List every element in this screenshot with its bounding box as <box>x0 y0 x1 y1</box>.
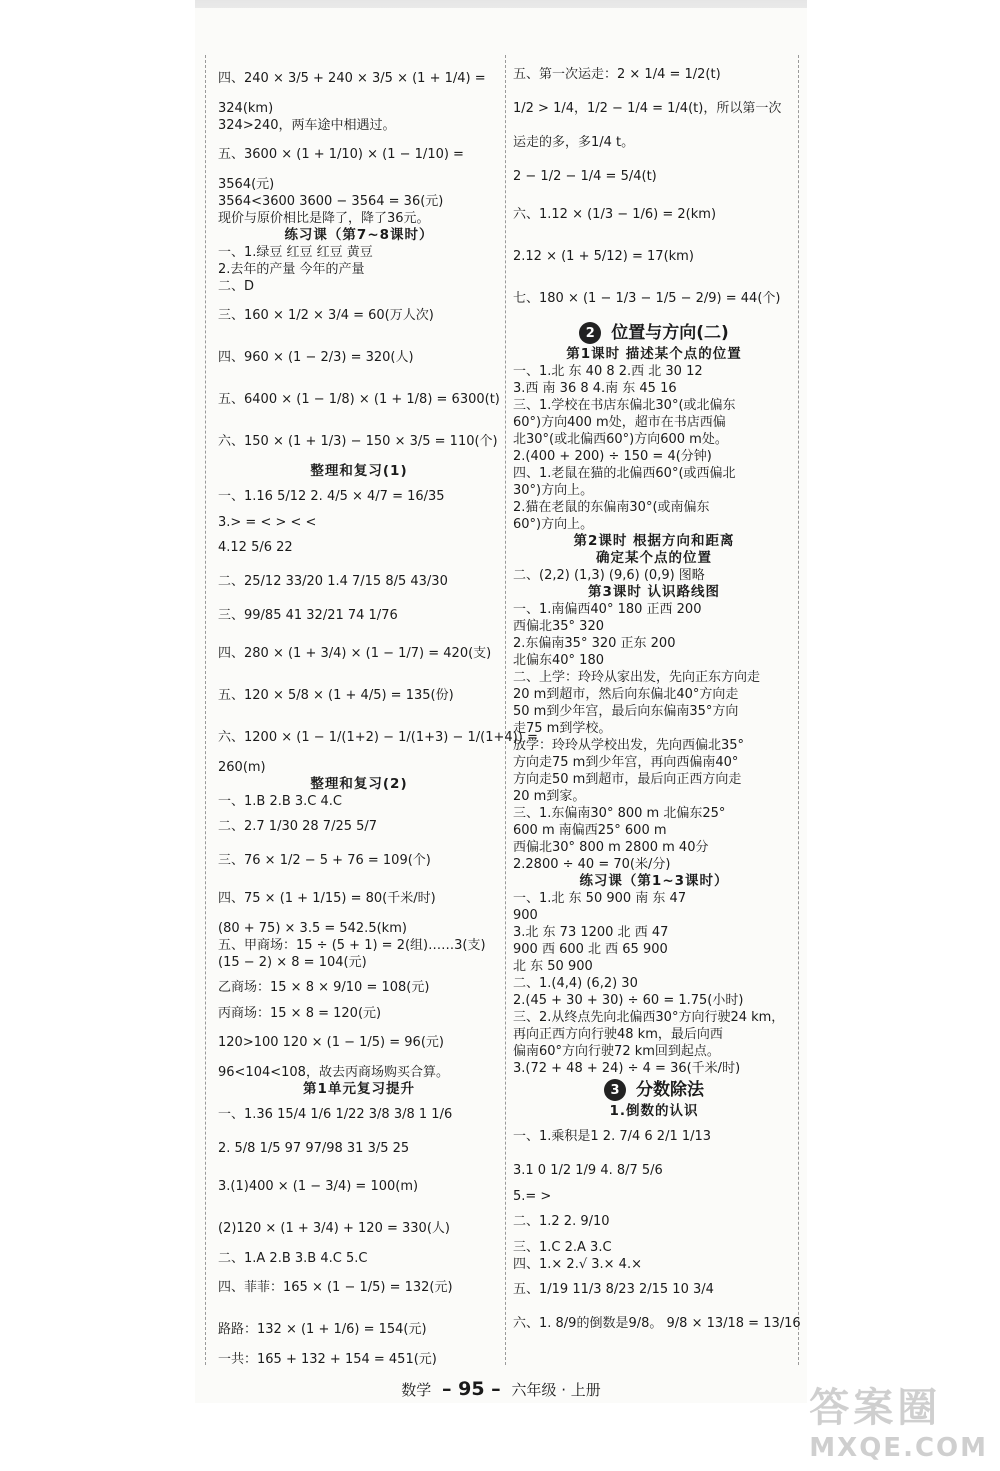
answer-line: 偏南60°方向行驶72 km回到起点。 <box>513 1044 720 1059</box>
answer-line: 3.西 南 36 8 4.南 东 45 16 <box>513 381 677 396</box>
answer-line: 三、2.从终点先向北偏西30°方向行驶24 km， <box>513 1010 785 1025</box>
answer-line: 五、甲商场：15 ÷ (5 + 1) = 2(组)……3(支) <box>218 938 486 953</box>
answer-line: 二、1.2 2. 9/10 <box>513 1214 610 1229</box>
answer-line: 二、1.(4,4) (6,2) 30 <box>513 976 638 991</box>
section-title-text: 分数除法 <box>636 1079 704 1100</box>
answer-line: 现价与原价相比是降了，降了36元。 <box>218 211 430 226</box>
answer-line: 三、1.学校在书店东偏北30°(或北偏东 <box>513 398 736 413</box>
answer-line: (80 + 75) × 3.5 = 542.5(km) <box>218 921 407 936</box>
answer-line: 324>240，两车途中相遇过。 <box>218 118 396 133</box>
left-margin-line <box>205 55 206 1365</box>
watermark-url: MXQE.COM <box>809 1433 988 1463</box>
answer-line: 2.12 × (1 + 5/12) = 17(km) <box>513 249 694 264</box>
answer-line: 3564<3600 3600 − 3564 = 36(元) <box>218 194 444 209</box>
lesson-heading: 整理和复习(2) <box>310 776 408 792</box>
answer-line: 3.(72 + 48 + 24) ÷ 4 = 36(千米/时) <box>513 1061 741 1076</box>
answer-line: 3.北 东 73 1200 北 西 47 <box>513 925 669 940</box>
answer-line: 一、1.南偏西40° 180 正西 200 <box>513 602 702 617</box>
answer-line: 2.(45 + 30 + 30) ÷ 60 = 1.75(小时) <box>513 993 744 1008</box>
answer-line: 三、1.C 2.A 3.C <box>513 1240 612 1255</box>
page-number: – 95 – <box>442 1378 501 1400</box>
answer-line: 六、1. 8/9的倒数是9/8。 9/8 × 13/18 = 13/16 <box>513 1316 801 1331</box>
lesson-heading: 确定某个点的位置 <box>596 550 712 566</box>
answer-line: 三、160 × 1/2 × 3/4 = 60(万人次) <box>218 308 434 323</box>
answer-line: 四、菲菲：165 × (1 − 1/5) = 132(元) <box>218 1280 453 1295</box>
answer-line: 一、1.16 5/12 2. 4/5 × 4/7 = 16/35 <box>218 489 445 504</box>
section-title <box>513 322 795 344</box>
lesson-heading: 整理和复习(1) <box>310 463 408 479</box>
answer-line: 600 m 南偏西25° 600 m <box>513 823 667 838</box>
answer-line: 2.东偏南35° 320 正东 200 <box>513 636 676 651</box>
answer-line: 六、150 × (1 + 1/3) − 150 × 3/5 = 110(个) <box>218 434 498 449</box>
answer-line: 一共：165 + 132 + 154 = 451(元) <box>218 1352 437 1367</box>
answer-line: 4.12 5/6 22 <box>218 540 293 555</box>
watermark-logo <box>809 1376 988 1463</box>
answer-line: 四、75 × (1 + 1/15) = 80(千米/时) <box>218 891 436 906</box>
lesson-heading: 练习课（第7~8课时） <box>284 227 434 243</box>
watermark-title: 答案圈 <box>809 1385 942 1431</box>
answer-line: 二、25/12 33/20 1.4 7/15 8/5 43/30 <box>218 574 448 589</box>
answer-line: 四、1.× 2.√ 3.× 4.× <box>513 1257 642 1272</box>
answer-line: 三、99/85 41 32/21 74 1/76 <box>218 608 398 623</box>
answer-line: 二、2.7 1/30 28 7/25 5/7 <box>218 819 378 834</box>
answer-line: 2.2800 ÷ 40 = 70(米/分) <box>513 857 671 872</box>
answer-line: 20 m到超市，然后向东偏北40°方向走 <box>513 687 739 702</box>
answer-line: 五、第一次运走：2 × 1/4 = 1/2(t) <box>513 67 721 82</box>
answer-line: 30°)方向上。 <box>513 483 594 498</box>
answer-line: 四、280 × (1 + 3/4) × (1 − 1/7) = 420(支) <box>218 646 492 661</box>
answer-line: 一、1.北 东 40 8 2.西 北 30 12 <box>513 364 703 379</box>
answer-line: 120>100 120 × (1 − 1/5) = 96(元) <box>218 1035 444 1050</box>
answer-line: 20 m到家。 <box>513 789 586 804</box>
answer-line: 六、1200 × (1 − 1/(1+2) − 1/(1+3) − 1/(1+4)) = <box>218 730 538 745</box>
answer-line: 七、180 × (1 − 1/3 − 1/5 − 2/9) = 44(个) <box>513 291 781 306</box>
answer-line: 96<104<108，故去丙商场购买合算。 <box>218 1065 449 1080</box>
answer-line: 1/2 > 1/4，1/2 − 1/4 = 1/4(t)，所以第一次 <box>513 101 782 116</box>
answer-line: 乙商场：15 × 8 × 9/10 = 108(元) <box>218 980 430 995</box>
footer-grade: 六年级 · 上册 <box>511 1381 601 1399</box>
answer-line: 2.猫在老鼠的东偏南30°(或南偏东 <box>513 500 710 515</box>
answer-line: 西偏北30° 800 m 2800 m 40分 <box>513 840 709 855</box>
answer-line: 一、1.36 15/4 1/6 1/22 3/8 3/8 1 1/6 <box>218 1107 453 1122</box>
lesson-heading: 练习课（第1~3课时） <box>579 873 729 889</box>
answer-line: 60°)方向400 m处，超市在书店西偏 <box>513 415 726 430</box>
answer-line: 四、240 × 3/5 + 240 × 3/5 × (1 + 1/4) = <box>218 71 486 86</box>
answer-line: 260(m) <box>218 760 266 775</box>
lesson-heading: 第2课时 根据方向和距离 <box>573 533 735 549</box>
answer-line: 四、960 × (1 − 2/3) = 320(人) <box>218 350 414 365</box>
answer-line: 五、6400 × (1 − 1/8) × (1 + 1/8) = 6300(t) <box>218 392 500 407</box>
section-number-badge: 3 <box>604 1079 626 1101</box>
answer-line: 五、3600 × (1 + 1/10) × (1 − 1/10) = <box>218 147 464 162</box>
answer-line: 2.(400 + 200) ÷ 150 = 4(分钟) <box>513 449 712 464</box>
answer-line: 方向走50 m到超市，最后向正西方向走 <box>513 772 742 787</box>
answer-line: 西偏北35° 320 <box>513 619 604 634</box>
page-footer <box>195 1378 807 1400</box>
answer-line: 一、1.乘积是1 2. 7/4 6 2/1 1/13 <box>513 1129 712 1144</box>
answer-line: 三、1.东偏南30° 800 m 北偏东25° <box>513 806 726 821</box>
right-column <box>513 58 801 1341</box>
answer-line: 六、1.12 × (1/3 − 1/6) = 2(km) <box>513 207 717 222</box>
answer-line: 二、D <box>218 279 255 294</box>
footer-subject: 数学 <box>401 1381 432 1399</box>
section-title <box>513 1079 795 1101</box>
answer-line: (2)120 × (1 + 3/4) + 120 = 330(人) <box>218 1221 450 1236</box>
answer-line: 900 西 600 北 西 65 900 <box>513 942 668 957</box>
right-margin-line <box>798 55 799 1365</box>
answer-line: 一、1.B 2.B 3.C 4.C <box>218 794 343 809</box>
answer-line: 3.> = < > < < <box>218 515 317 530</box>
answer-line: 运走的多，多1/4 t。 <box>513 135 635 150</box>
answer-line: 北偏东40° 180 <box>513 653 604 668</box>
answer-line: 3.(1)400 × (1 − 3/4) = 100(m) <box>218 1179 419 1194</box>
answer-line: 方向走75 m到少年宫，再向西偏南40° <box>513 755 739 770</box>
answer-line: 60°)方向上。 <box>513 517 594 532</box>
answer-line: 北30°(或北偏西60°)方向600 m处。 <box>513 432 728 447</box>
section-number-badge: 2 <box>579 322 601 344</box>
answer-line: (15 − 2) × 8 = 104(元) <box>218 955 367 970</box>
answer-line: 一、1.绿豆 红豆 红豆 黄豆 <box>218 245 373 260</box>
lesson-heading: 1.倒数的认识 <box>609 1103 699 1119</box>
answer-line: 四、1.老鼠在猫的北偏西60°(或西偏北 <box>513 466 736 481</box>
column-divider <box>505 55 506 1365</box>
lesson-heading: 第1单元复习提升 <box>303 1081 415 1097</box>
answer-line: 路路：132 × (1 + 1/6) = 154(元) <box>218 1322 427 1337</box>
answer-line: 3564(元) <box>218 177 275 192</box>
answer-line: 北 东 50 900 <box>513 959 593 974</box>
answer-line: 二、上学：玲玲从家出发，先向正东方向走 <box>513 670 761 685</box>
answer-line: 二、(2,2) (1,3) (9,6) (0,9) 图略 <box>513 568 705 583</box>
answer-line: 50 m到少年宫，最后向东偏南35°方向 <box>513 704 739 719</box>
answer-line: 2 − 1/2 − 1/4 = 5/4(t) <box>513 169 657 184</box>
answer-line: 五、1/19 11/3 8/23 2/15 10 3/4 <box>513 1282 714 1297</box>
lesson-heading: 第1课时 描述某个点的位置 <box>566 346 742 362</box>
answer-line: 2.去年的产量 今年的产量 <box>218 262 365 277</box>
answer-line: 再向正西方向行驶48 km，最后向西 <box>513 1027 723 1042</box>
answer-line: 900 <box>513 908 538 923</box>
answer-line: 5.= > <box>513 1189 552 1204</box>
answer-line: 走75 m到学校。 <box>513 721 612 736</box>
answer-line: 二、1.A 2.B 3.B 4.C 5.C <box>218 1251 368 1266</box>
answer-line: 3.1 0 1/2 1/9 4. 8/7 5/6 <box>513 1163 663 1178</box>
answer-line: 2. 5/8 1/5 97 97/98 31 3/5 25 <box>218 1141 410 1156</box>
lesson-heading: 第3课时 认识路线图 <box>587 584 721 600</box>
answer-line: 丙商场：15 × 8 = 120(元) <box>218 1006 382 1021</box>
answer-line: 三、76 × 1/2 − 5 + 76 = 109(个) <box>218 853 431 868</box>
answer-line: 324(km) <box>218 101 274 116</box>
answer-line: 一、1.北 东 50 900 南 东 47 <box>513 891 687 906</box>
answer-line: 五、120 × 5/8 × (1 + 4/5) = 135(份) <box>218 688 454 703</box>
answer-line: 放学：玲玲从学校出发，先向西偏北35° <box>513 738 745 753</box>
section-title-text: 位置与方向(二) <box>611 322 729 343</box>
